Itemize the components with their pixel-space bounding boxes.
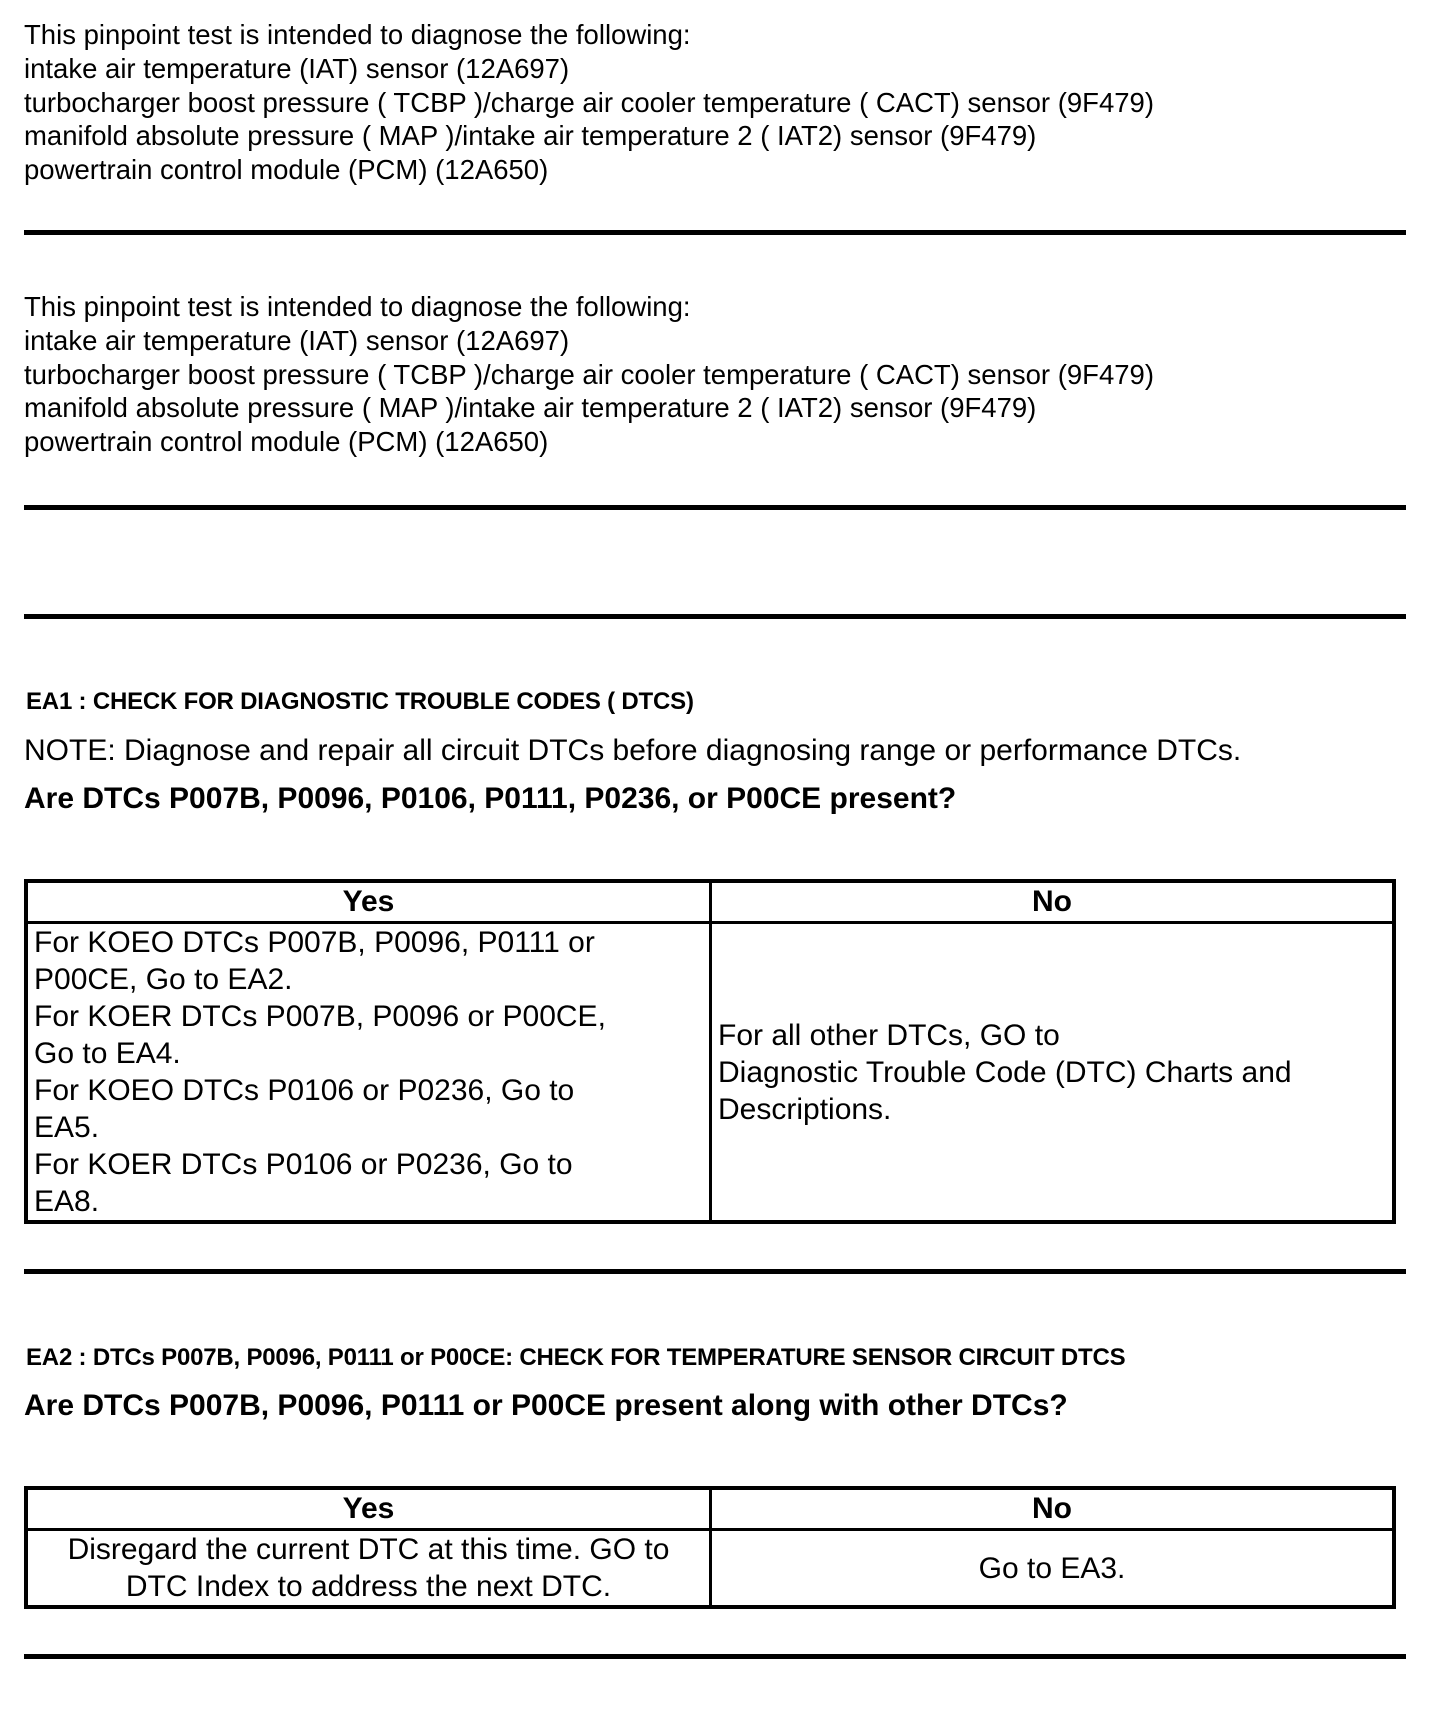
no-cell xyxy=(711,923,1395,1223)
component-pcm: powertrain control module (PCM) (12A650) xyxy=(24,154,549,186)
component-iat-sensor: intake air temperature (IAT) sensor (12A697) xyxy=(24,324,570,356)
divider-rule xyxy=(24,505,1406,510)
component-tcbp-cact-sensor: turbocharger boost pressure ( TCBP )/charge air cooler temperature ( CACT) sensor (9F479) xyxy=(24,358,1154,390)
step-ea1-question: Are DTCs P007B, P0096, P0106, P0111, P0236, or P00CE present? xyxy=(24,782,957,815)
no-column-header: No xyxy=(711,881,1395,923)
yes-instruction: EA5. xyxy=(34,1111,100,1144)
intro-block-2 xyxy=(24,290,1154,459)
yes-instruction: Disregard the current DTC at this time. GO to xyxy=(67,1533,670,1566)
step-ea2-question: Are DTCs P007B, P0096, P0111 or P00CE present along with other DTCs? xyxy=(24,1389,1068,1422)
yes-column-header: Yes xyxy=(26,1488,711,1530)
intro-title: This pinpoint test is intended to diagnose the following: xyxy=(24,19,691,50)
component-tcbp-cact-sensor: turbocharger boost pressure ( TCBP )/charge air cooler temperature ( CACT) sensor (9F479) xyxy=(24,86,1154,118)
yes-instruction: For KOEO DTCs P0106 or P0236, Go to xyxy=(34,1074,575,1107)
no-column-header: No xyxy=(711,1488,1395,1530)
divider-rule xyxy=(24,1654,1406,1659)
step-ea1-heading: EA1 : CHECK FOR DIAGNOSTIC TROUBLE CODES ( DTCS) xyxy=(26,688,694,715)
component-map-iat2-sensor: manifold absolute pressure ( MAP )/intake air temperature 2 ( IAT2) sensor (9F479) xyxy=(24,392,1037,424)
yes-instruction: For KOER DTCs P0106 or P0236, Go to xyxy=(34,1148,573,1181)
step-ea2-yes-no-table xyxy=(24,1486,1396,1609)
no-instruction-link[interactable]: Go to EA3. xyxy=(978,1551,1126,1585)
yes-instruction: EA8. xyxy=(34,1185,100,1218)
no-instruction-link[interactable]: Descriptions. xyxy=(718,1092,892,1126)
yes-instruction: For KOER DTCs P007B, P0096 or P00CE, xyxy=(34,1000,606,1033)
yes-instruction: P00CE, Go to EA2. xyxy=(34,963,293,996)
component-iat-sensor: intake air temperature (IAT) sensor (12A697) xyxy=(24,52,570,84)
yes-cell xyxy=(26,1530,711,1608)
no-instruction: For all other DTCs, GO to xyxy=(718,1018,1060,1052)
intro-title: This pinpoint test is intended to diagnose the following: xyxy=(24,291,691,322)
divider-rule xyxy=(24,614,1406,619)
yes-cell xyxy=(26,923,711,1223)
yes-instruction: Go to EA4. xyxy=(34,1037,181,1070)
intro-block-1 xyxy=(24,18,1154,187)
yes-instruction-link[interactable]: DTC Index to address the next DTC. xyxy=(125,1570,612,1603)
no-instruction-link[interactable]: Diagnostic Trouble Code (DTC) Charts and xyxy=(718,1055,1292,1089)
component-pcm: powertrain control module (PCM) (12A650) xyxy=(24,426,549,458)
step-ea1-yes-no-table xyxy=(24,879,1396,1224)
divider-rule xyxy=(24,1269,1406,1274)
component-map-iat2-sensor: manifold absolute pressure ( MAP )/intake air temperature 2 ( IAT2) sensor (9F479) xyxy=(24,120,1037,152)
no-cell xyxy=(711,1530,1395,1608)
yes-instruction: For KOEO DTCs P007B, P0096, P0111 or xyxy=(34,926,595,959)
divider-rule xyxy=(24,230,1406,235)
yes-column-header: Yes xyxy=(26,881,711,923)
step-ea2-heading: EA2 : DTCs P007B, P0096, P0111 or P00CE: CHECK FOR TEMPERATURE SENSOR CIRCUIT DTCS xyxy=(26,1344,1126,1371)
step-ea1-note: NOTE: Diagnose and repair all circuit DTCs before diagnosing range or performance DTCs. xyxy=(24,734,1242,767)
